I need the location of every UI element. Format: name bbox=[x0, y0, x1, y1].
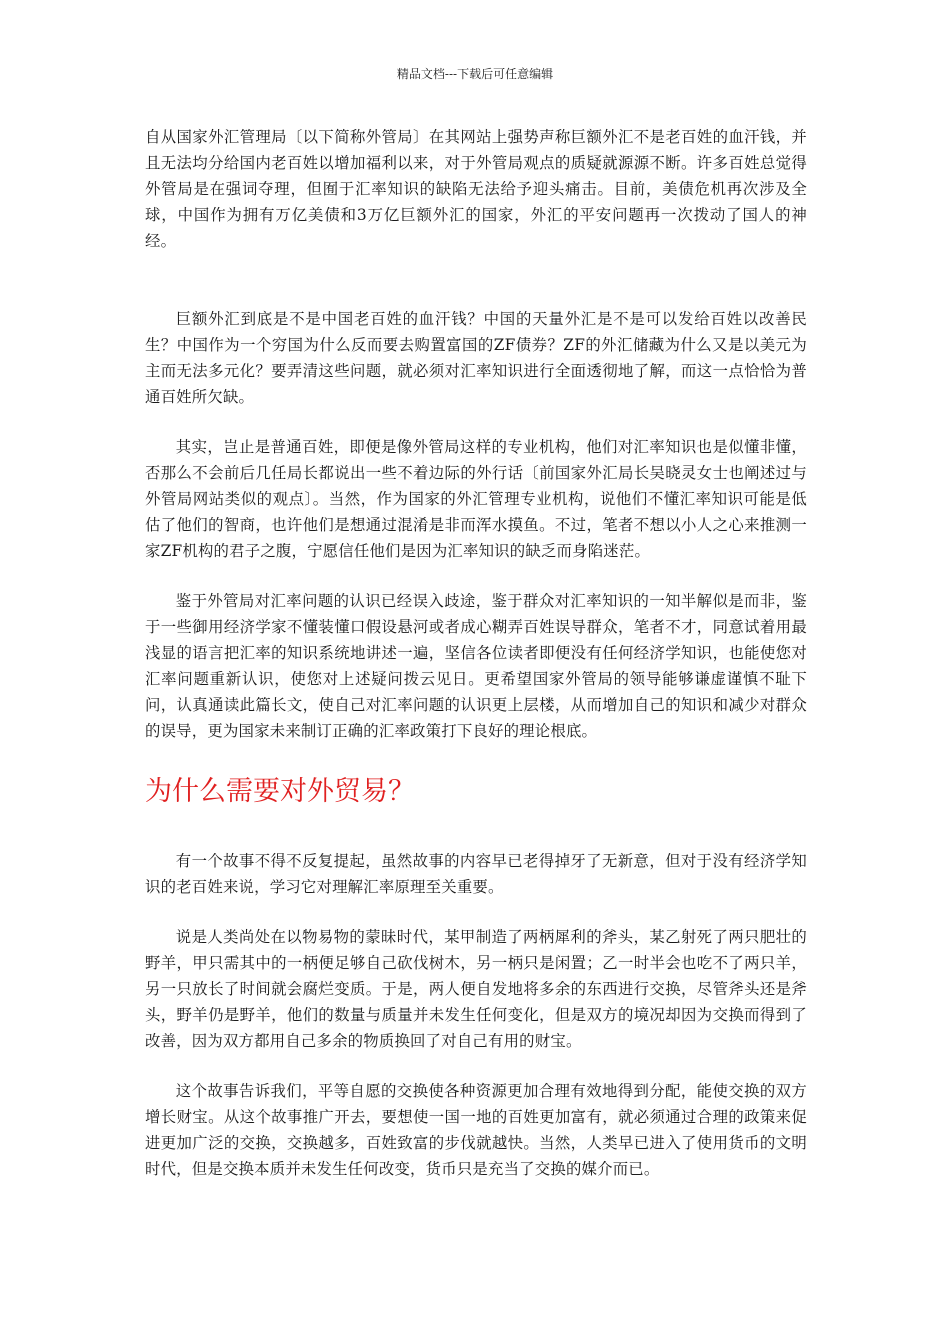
paragraph-questions: 巨额外汇到底是不是中国老百姓的血汗钱？中国的天量外汇是不是可以发给百姓以改善民生？中国作为一个穷国为什么反而要去购置富国的ZF债券？ZF的外汇储藏为什么又是以美元为主而无法多元化？要弄清这些问题，就必须对汇率知识进行全面透彻地了解，而这一点恰恰为普通百姓所欠缺。 bbox=[145, 310, 807, 406]
paragraph-purpose: 鉴于外管局对汇率问题的认识已经误入歧途，鉴于群众对汇率知识的一知半解似是而非，鉴于一些御用经济学家不懂装懂口假设悬河或者成心糊弄百姓误导群众，笔者不才，同意试着用最浅显的语言把汇率的知识系统地讲述一遍，坚信各位读者即便没有任何经济学知识，也能使您对汇率问题重新认识，使您对上述疑问拨云见日。更希望国家外管局的领导能够谦虚谨慎不耻下问，认真通读此篇长文，使自己对汇率问题的认识更上层楼，从而增加自己的知识和减少对群众的误导，更为国家未来制订正确的汇率政策打下良好的理论根底。 bbox=[145, 592, 807, 740]
page-header: 精品文档---下载后可任意编辑 bbox=[396, 67, 554, 81]
paragraph-story-intro: 有一个故事不得不反复提起，虽然故事的内容早已老得掉牙了无新意，但对于没有经济学知识的老百姓来说，学习它对理解汇率原理至关重要。 bbox=[145, 852, 807, 896]
paragraph-experts: 其实，岂止是普通百姓，即便是像外管局这样的专业机构，他们对汇率知识也是似懂非懂，否那么不会前后几任局长都说出一些不着边际的外行话〔前国家外汇局长吴晓灵女士也阐述过与外管局网站类似的观点〕。当然，作为国家的外汇管理专业机构，说他们不懂汇率知识可能是低估了他们的智商，也许他们是想通过混淆是非而浑水摸鱼。不过，笔者不想以小人之心来推测一家ZF机构的君子之腹，宁愿信任他们是因为汇率知识的缺乏而身陷迷茫。 bbox=[145, 438, 807, 560]
section-heading: 为什么需要对外贸易？ bbox=[145, 776, 415, 807]
paragraph-story: 说是人类尚处在以物易物的蒙昧时代，某甲制造了两柄犀利的斧头，某乙射死了两只肥壮的野羊，甲只需其中的一柄便足够自己砍伐树木，另一柄只是闲置；乙一时半会也吃不了两只羊，另一只放长了时间就会腐烂变质。于是，两人便自发地将多余的东西进行交换，尽管斧头还是斧头，野羊仍是野羊，他们的数量与质量并未发生任何变化，但是双方的境况却因为交换而得到了改善，因为双方都用自己多余的物质换回了对自己有用的财宝。 bbox=[145, 928, 807, 1050]
document-body bbox=[145, 124, 807, 1182]
paragraph-intro: 自从国家外汇管理局〔以下简称外管局〕在其网站上强势声称巨额外汇不是老百姓的血汗钱，并且无法均分给国内老百姓以增加福利以来，对于外管局观点的质疑就源源不断。许多百姓总觉得外管局是在强词夺理，但囿于汇率知识的缺陷无法给予迎头痛击。目前，美债危机再次涉及全球，中国作为拥有万亿美债和3万亿巨额外汇的国家，外汇的平安问题再一次拨动了国人的神经。 bbox=[145, 128, 807, 250]
paragraph-lesson: 这个故事告诉我们，平等自愿的交换使各种资源更加合理有效地得到分配，能使交换的双方增长财宝。从这个故事推广开去，要想使一国一地的百姓更加富有，就必须通过合理的政策来促进更加广泛的交换，交换越多，百姓致富的步伐就越快。当然，人类早已进入了使用货币的文明时代，但是交换本质并未发生任何改变，货币只是充当了交换的媒介而已。 bbox=[145, 1082, 807, 1178]
